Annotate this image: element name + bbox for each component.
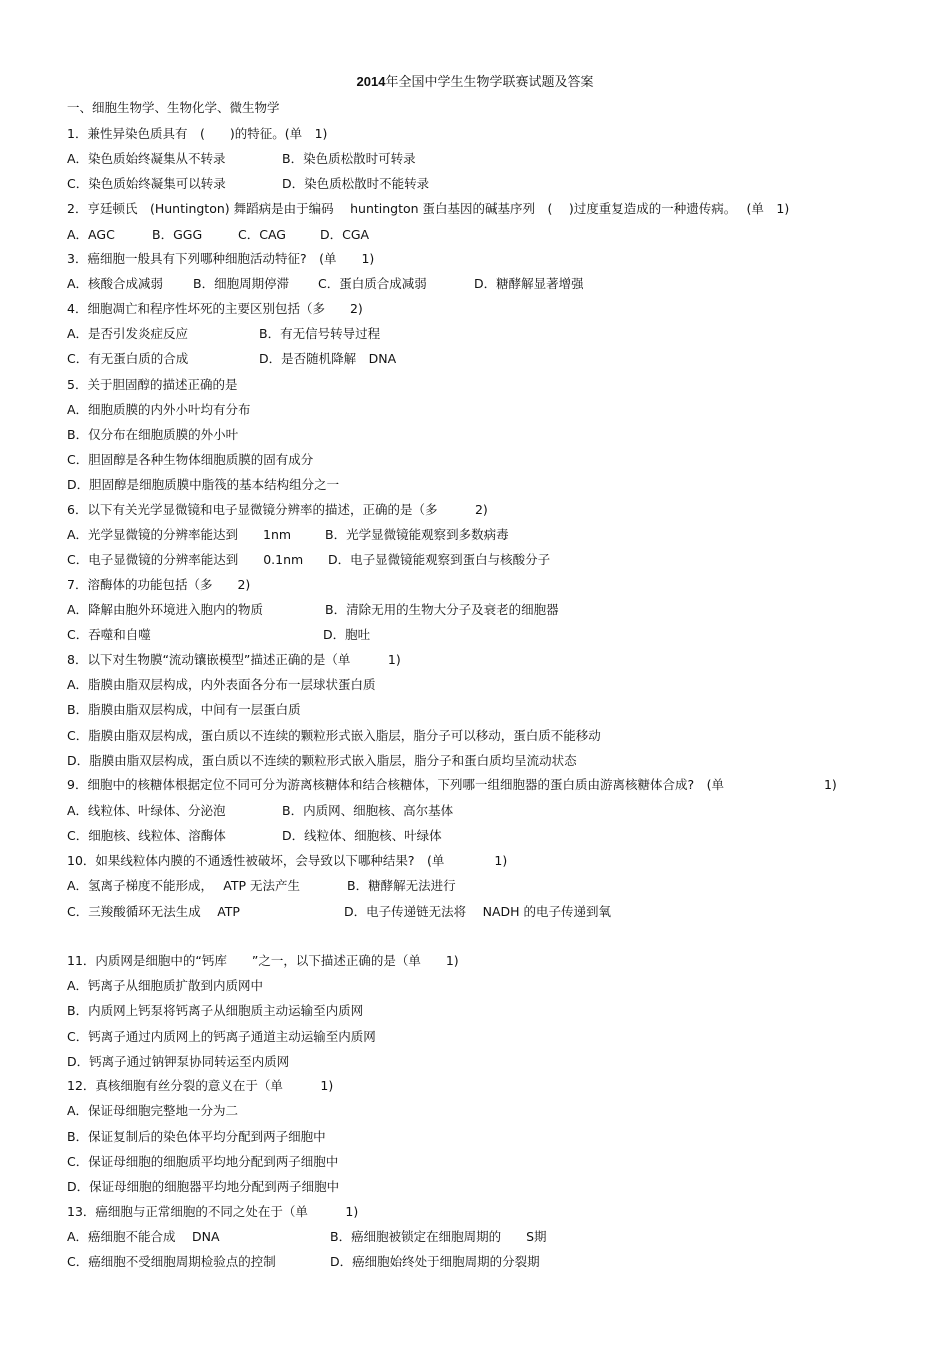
option-text: C．CAG bbox=[238, 227, 286, 242]
question-line: 12．真核细胞有丝分裂的意义在于（单 1) bbox=[67, 1078, 334, 1093]
question-line: 10．如果线粒体内膜的不通透性被破坏，会导致以下哪种结果? (单 1) bbox=[67, 853, 508, 868]
option-text: B．有无信号转导过程 bbox=[259, 326, 381, 341]
option-text: C．染色质始终凝集可以转录 bbox=[67, 176, 226, 191]
title-year: 2014 bbox=[356, 74, 386, 89]
question-line: C．胆固醇是各种生物体细胞质膜的固有成分 bbox=[67, 452, 314, 467]
option-text: B．清除无用的生物大分子及衰老的细胞器 bbox=[325, 602, 559, 617]
question-line: D．保证母细胞的细胞器平均地分配到两子细胞中 bbox=[67, 1179, 340, 1194]
option-text: A．核酸合成减弱 bbox=[67, 276, 164, 291]
question-line: C．脂膜由脂双层构成，蛋白质以不连续的颗粒形式嵌入脂层，脂分子可以移动，蛋白质不能移动 bbox=[67, 728, 601, 743]
question-line: 6．以下有关光学显微镜和电子显微镜分辨率的描述，正确的是（多 2) bbox=[67, 502, 488, 517]
option-text: C．蛋白质合成减弱 bbox=[318, 276, 427, 291]
option-text: A．是否引发炎症反应 bbox=[67, 326, 189, 341]
option-text: C．细胞核、线粒体、溶酶体 bbox=[67, 828, 226, 843]
option-text: B．细胞周期停滞 bbox=[193, 276, 290, 291]
question-line: D．钙离子通过钠钾泵协同转运至内质网 bbox=[67, 1054, 290, 1069]
question-line: 5．关于胆固醇的描述正确的是 bbox=[67, 377, 238, 392]
option-text: B．GGG bbox=[152, 227, 203, 242]
question-line: 2．亨廷顿氏 (Huntington) 舞蹈病是由于编码 huntington 蛋白基因的碱基序列 ( )过度重复造成的一种遗传病。 (单 1) bbox=[67, 201, 790, 216]
question-line: B．保证复制后的染色体平均分配到两子细胞中 bbox=[67, 1129, 326, 1144]
question-line: 8．以下对生物膜“流动镶嵌模型”描述正确的是（单 1) bbox=[67, 652, 401, 667]
option-text: B．糖酵解无法进行 bbox=[347, 878, 456, 893]
question-line: 9．细胞中的核糖体根据定位不同可分为游离核糖体和结合核糖体，下列哪一组细胞器的蛋白质由游离核糖体合成? (单 1) bbox=[67, 777, 837, 792]
option-text: B．癌细胞被锁定在细胞周期的 S期 bbox=[330, 1229, 547, 1244]
page-title bbox=[0, 73, 950, 92]
question-line: B．内质网上钙泵将钙离子从细胞质主动运输至内质网 bbox=[67, 1003, 364, 1018]
question-line: 3．癌细胞一般具有下列哪种细胞活动特征? (单 1) bbox=[67, 251, 375, 266]
option-text: A．线粒体、叶绿体、分泌泡 bbox=[67, 803, 226, 818]
option-text: D．是否随机降解 DNA bbox=[259, 351, 397, 366]
question-line: 7．溶酶体的功能包括（多 2) bbox=[67, 577, 251, 592]
question-line: A．钙离子从细胞质扩散到内质网中 bbox=[67, 978, 264, 993]
option-text: A．光学显微镜的分辨率能达到 1nm bbox=[67, 527, 292, 542]
question-line: C．保证母细胞的细胞质平均地分配到两子细胞中 bbox=[67, 1154, 339, 1169]
option-text: A．癌细胞不能合成 DNA bbox=[67, 1229, 220, 1244]
title-text: 年全国中学生生物学联赛试题及答案 bbox=[385, 75, 594, 90]
option-text: D．CGA bbox=[320, 227, 370, 242]
option-text: C．三羧酸循环无法生成 ATP bbox=[67, 904, 240, 919]
question-line: 11．内质网是细胞中的“钙库 ”之一，以下描述正确的是（单 1) bbox=[67, 953, 459, 968]
option-text: B．染色质松散时可转录 bbox=[282, 151, 416, 166]
option-text: A．氢离子梯度不能形成， ATP 无法产生 bbox=[67, 878, 301, 893]
option-text: C．有无蛋白质的合成 bbox=[67, 351, 189, 366]
option-text: D．癌细胞始终处于细胞周期的分裂期 bbox=[330, 1254, 540, 1269]
question-line: C．钙离子通过内质网上的钙离子通道主动运输至内质网 bbox=[67, 1029, 376, 1044]
question-line: 1．兼性异染色质具有 ( )的特征。(单 1) bbox=[67, 126, 328, 141]
option-text: B．光学显微镜能观察到多数病毒 bbox=[325, 527, 509, 542]
question-line: A．细胞质膜的内外小叶均有分布 bbox=[67, 402, 251, 417]
question-line: 4．细胞凋亡和程序性坏死的主要区别包括（多 2) bbox=[67, 301, 363, 316]
question-line: D．胆固醇是细胞质膜中脂筏的基本结构组分之一 bbox=[67, 477, 340, 492]
option-text: D．糖酵解显著增强 bbox=[474, 276, 584, 291]
option-text: A．AGC bbox=[67, 227, 115, 242]
option-text: C．吞噬和自噬 bbox=[67, 627, 151, 642]
option-text: A．染色质始终凝集从不转录 bbox=[67, 151, 226, 166]
question-line: B．仅分布在细胞质膜的外小叶 bbox=[67, 427, 239, 442]
option-text: D．线粒体、细胞核、叶绿体 bbox=[282, 828, 442, 843]
question-line: A．保证母细胞完整地一分为二 bbox=[67, 1103, 239, 1118]
option-text: D．电子传递链无法将 NADH 的电子传递到氧 bbox=[344, 904, 611, 919]
option-text: A．降解由胞外环境进入胞内的物质 bbox=[67, 602, 264, 617]
option-text: D．胞吐 bbox=[323, 627, 371, 642]
section-heading: 一、细胞生物学、生物化学、微生物学 bbox=[67, 100, 280, 115]
option-text: D．电子显微镜能观察到蛋白与核酸分子 bbox=[328, 552, 551, 567]
option-text: D．染色质松散时不能转录 bbox=[282, 176, 430, 191]
question-line: A．脂膜由脂双层构成，内外表面各分布一层球状蛋白质 bbox=[67, 677, 376, 692]
question-line: B．脂膜由脂双层构成，中间有一层蛋白质 bbox=[67, 702, 301, 717]
option-text: C．癌细胞不受细胞周期检验点的控制 bbox=[67, 1254, 276, 1269]
question-line: 13．癌细胞与正常细胞的不同之处在于（单 1) bbox=[67, 1204, 359, 1219]
option-text: B．内质网、细胞核、高尔基体 bbox=[282, 803, 454, 818]
question-line: D．脂膜由脂双层构成，蛋白质以不连续的颗粒形式嵌入脂层，脂分子和蛋白质均呈流动状态 bbox=[67, 753, 577, 768]
option-text: C．电子显微镜的分辨率能达到 0.1nm bbox=[67, 552, 304, 567]
